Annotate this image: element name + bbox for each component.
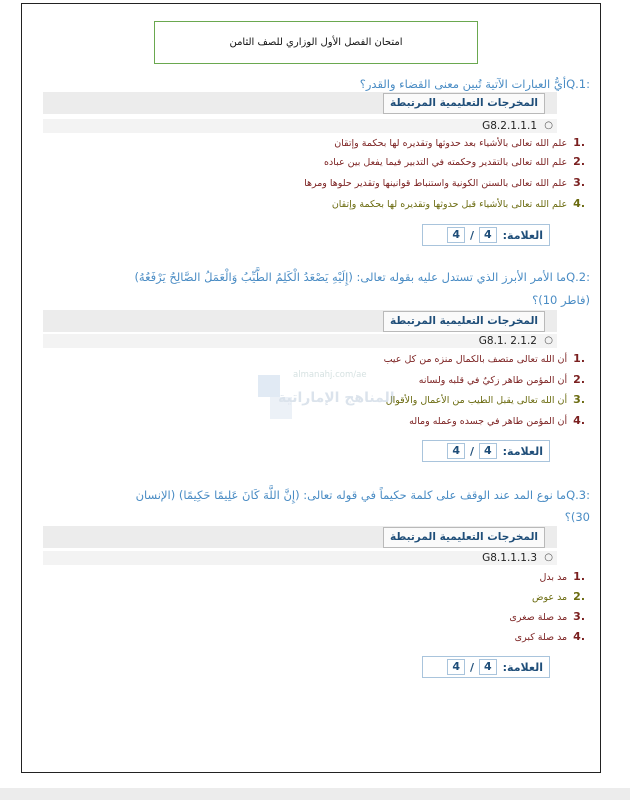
- question-2-outcomes-button[interactable]: المخرجات التعليمية المرتبطة: [383, 311, 545, 332]
- question-1-score-max: 4: [447, 227, 465, 243]
- question-1-text: :Q.1أيُّ العبارات الآتية تُبين معنى القضاء والقدر؟: [359, 77, 590, 91]
- question-2-option-3[interactable]: .3 أن الله تعالى يقبل الطيب من الأعمال والأقوال: [385, 393, 585, 406]
- question-2-text: :Q.2ما الأمر الأبرز الذي تستدل عليه بقوله تعالى: (إِلَيْهِ يَصْعَدُ الْكَلِمُ الطَّيِّبُ وَالْعَمَلُ الصَّالِحُ يَرْفَعُهُ): [134, 270, 590, 284]
- question-2-outcomes-bar: [43, 310, 557, 332]
- question-3-outcomes-bar: [43, 526, 557, 548]
- question-2-option-1[interactable]: .1 أن الله تعالى متصف بالكمال منزه من كل عيب: [383, 352, 585, 365]
- question-2-option-2[interactable]: .2 أن المؤمن طاهر زكيٌ في قلبه ولسانه: [418, 373, 585, 386]
- question-3-outcomes-button[interactable]: المخرجات التعليمية المرتبطة: [383, 527, 545, 548]
- question-2-outcome-code: G8.1. 2.1.2: [478, 335, 537, 347]
- question-2-score-value: 4: [479, 443, 497, 459]
- question-1-outcomes-button[interactable]: المخرجات التعليمية المرتبطة: [383, 93, 545, 114]
- watermark-name: المناهج الإماراتية: [278, 390, 395, 406]
- question-1-score: العلامة: 4 / 4: [422, 224, 550, 246]
- question-3-code-row: [43, 551, 557, 565]
- bullet-icon: ○: [544, 552, 553, 563]
- question-3-score-max: 4: [447, 659, 465, 675]
- question-2-score: العلامة: 4 / 4: [422, 440, 550, 462]
- question-1-code-row: [43, 119, 557, 133]
- bullet-icon: ○: [544, 120, 553, 131]
- question-1-outcome-code: G8.2.1.1.1: [482, 120, 537, 132]
- question-1-score-value: 4: [479, 227, 497, 243]
- question-3-text: :Q.3ما نوع المد عند الوقف على كلمة حكيماً في قوله تعالى: (إِنَّ اللَّهَ كَانَ عَلِيمًا حَكِيمًا) (الإنسان: [135, 488, 590, 502]
- question-3-option-4[interactable]: .4 مد صلة كبرى: [514, 630, 585, 643]
- question-2-score-max: 4: [447, 443, 465, 459]
- bullet-icon: ○: [544, 335, 553, 346]
- watermark-logo: [258, 370, 408, 432]
- exam-title: امتحان الفصل الأول الوزاري للصف الثامن: [154, 21, 478, 64]
- question-3-text-continued: 30)؟: [564, 510, 590, 524]
- question-2-text-continued: (فاطر 10)؟: [532, 293, 590, 307]
- question-1-outcomes-bar: [43, 92, 557, 114]
- question-3-option-2[interactable]: .2 مد عوض: [531, 590, 585, 603]
- page-bottom-strip: [0, 788, 630, 800]
- question-2-code-row: [43, 334, 557, 348]
- question-2-option-4[interactable]: .4 أن المؤمن طاهر في جسده وعمله وماله: [409, 414, 585, 427]
- question-3-option-3[interactable]: .3 مد صلة صغرى: [509, 610, 585, 623]
- question-1-option-3[interactable]: .3 علم الله تعالى بالسنن الكونية واستنباط قوانينها وتقدير حلوها ومرها: [304, 176, 585, 189]
- question-1-option-2[interactable]: .2 علم الله تعالى بالتقدير وحكمته في التدبير فيما يفعل بين عباده: [323, 155, 585, 168]
- question-3-score-value: 4: [479, 659, 497, 675]
- question-3-outcome-code: G8.1.1.1.3: [482, 552, 537, 564]
- question-1-option-1[interactable]: .1 علم الله تعالى بالأشياء بعد حدوثها وتقديره لها بحكمة وإتقان: [334, 136, 585, 149]
- question-3-option-1[interactable]: .1 مد بدل: [539, 570, 585, 583]
- question-1-option-4[interactable]: .4 علم الله تعالى بالأشياء قبل حدوثها وتقديره لها بحكمة وإتقان: [331, 197, 585, 210]
- watermark-site: almanahj.com/ae: [293, 370, 367, 380]
- question-3-score: العلامة: 4 / 4: [422, 656, 550, 678]
